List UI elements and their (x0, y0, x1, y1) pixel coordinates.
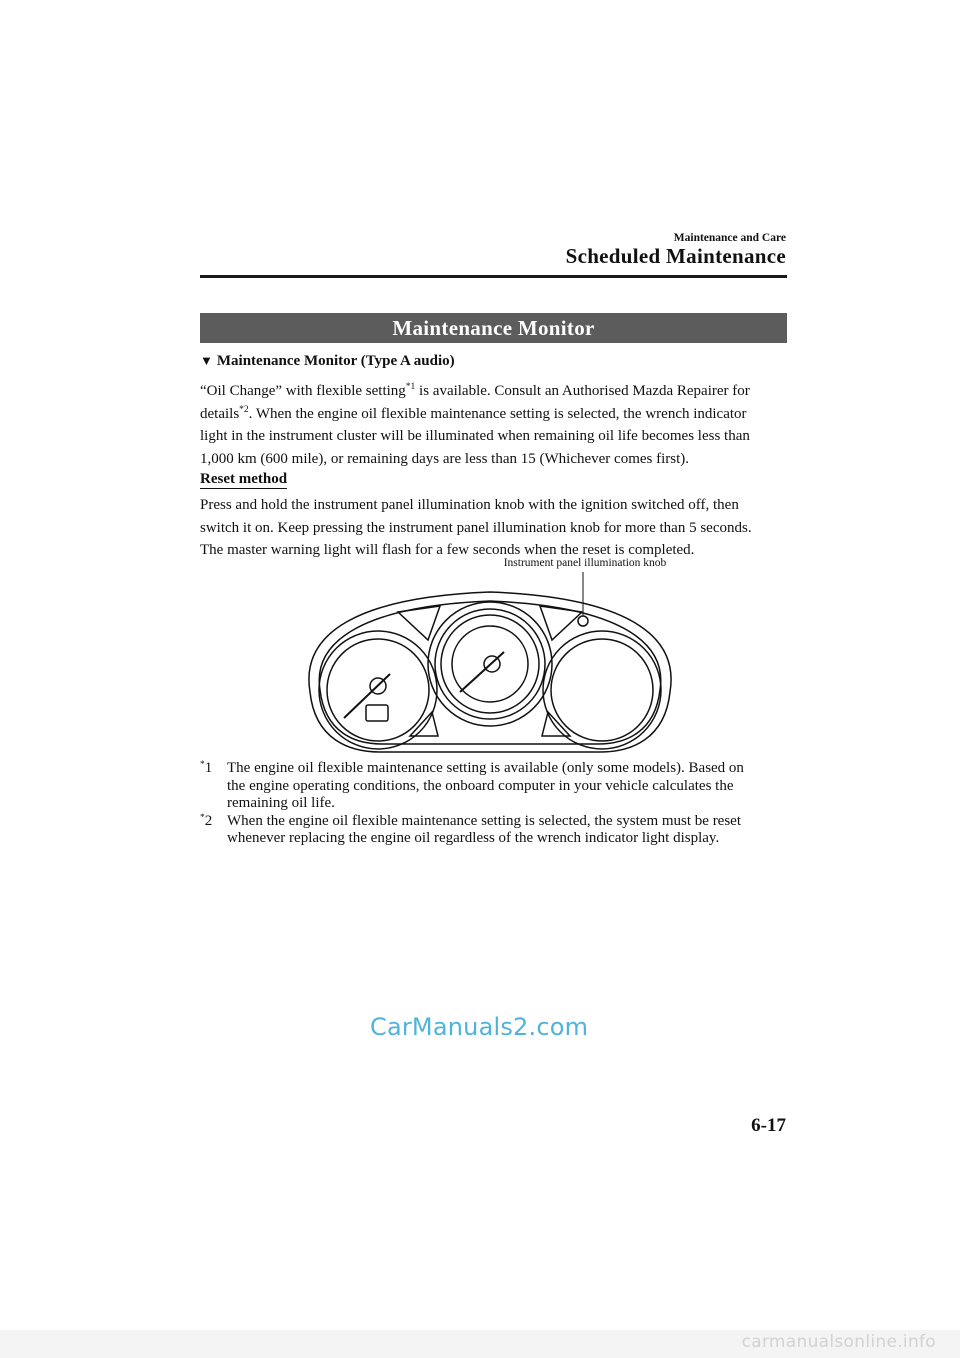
reset-line: The master warning light will flash for a few seconds when the reset is completed. (200, 542, 695, 558)
subheading (200, 353, 455, 370)
intro-line: 1,000 km (600 mile), or remaining days are less than 15 (Whichever comes first). (200, 450, 690, 467)
intro-paragraph (200, 380, 800, 470)
footnote-ref-1: *1 (405, 382, 416, 392)
site-watermark: CarManuals2.com (370, 1013, 589, 1041)
footnote-ref-2: *2 (239, 404, 249, 415)
reset-line: Press and hold the instrument panel illumination knob with the ignition switched off, then (200, 497, 739, 513)
triangle-marker-icon: ▼ (200, 353, 213, 368)
section-banner: Maintenance Monitor (200, 313, 787, 343)
intro-line: details$^{*2}$. When the engine oil flexible maintenance setting is selected, the wrench indicator (200, 404, 747, 422)
reset-paragraph (200, 494, 800, 562)
footnote-marker: *1 (200, 760, 213, 776)
footer-watermark-bar (0, 1330, 960, 1358)
illumination-knob (578, 616, 588, 626)
footer-watermark-text: carmanualsonline.info (741, 1332, 936, 1352)
reset-line: switch it on. Keep pressing the instrument panel illumination knob for more than 5 seconds. (200, 519, 752, 536)
footnote-1: *1 The engine oil flexible maintenance setting is available (only some models). Based on the engine operating conditions, the onboard computer in your vehicle calculates the remaining oil life. (200, 760, 744, 811)
left-gauge-needle (344, 674, 390, 718)
right-display-rim (543, 631, 661, 749)
right-top-indicator (540, 606, 582, 640)
left-top-indicator (398, 606, 440, 640)
instrument-cluster-illustration (300, 572, 680, 757)
intro-line: light in the instrument cluster will be illuminated when remaining oil life becomes less than (200, 428, 750, 444)
footnote-marker: *2 (200, 812, 213, 829)
section-title: Maintenance and Care (673, 232, 786, 244)
intro-line: “Oil Change” with flexible setting$^{*1}$ is available. Consult an Authorised Mazda Repairer for (200, 382, 750, 399)
left-bottom-indicator (410, 712, 438, 736)
figure-callout-label: Instrument panel illumination knob (503, 557, 667, 569)
chapter-title: Scheduled Maintenance (565, 244, 786, 268)
page-number: 6-17 (751, 1115, 786, 1136)
subheading-text: Maintenance Monitor (Type A audio) (216, 353, 455, 369)
footnotes (200, 760, 800, 848)
left-gauge-face (327, 639, 429, 741)
center-gauge-needle (460, 652, 504, 692)
right-bottom-indicator (542, 712, 570, 736)
footnote-2: *2 When the engine oil flexible maintenance setting is selected, the system must be reset whenever replacing the engine oil regardless of the wrench indicator light display. (200, 812, 742, 846)
reset-method-heading: Reset method (200, 471, 288, 487)
right-display-face (551, 639, 653, 741)
left-gauge-rim (319, 631, 437, 749)
left-gauge-display (366, 705, 388, 721)
header-divider (200, 275, 787, 278)
